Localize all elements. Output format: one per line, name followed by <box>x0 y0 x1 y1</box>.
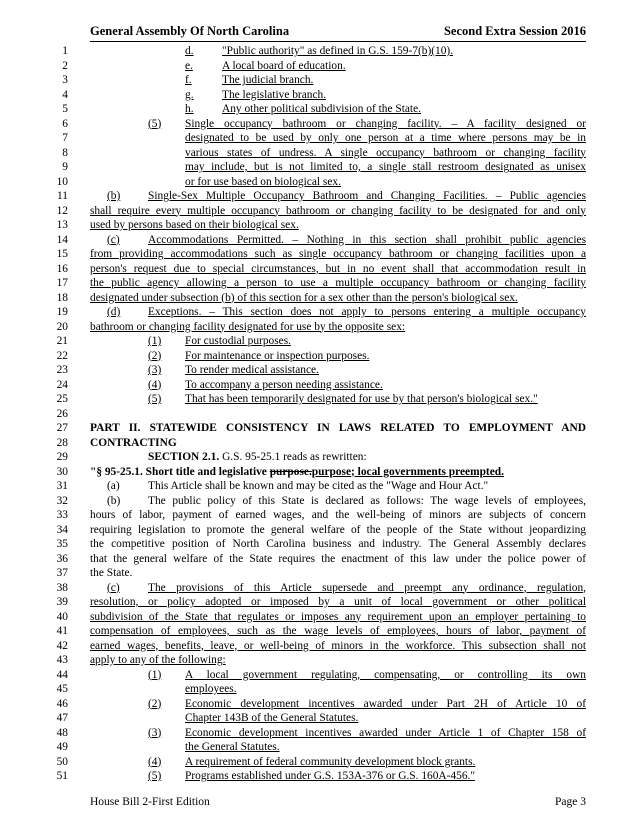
line-text: that the general welfare of the State requires the enactment of this law under the police power of <box>90 552 586 565</box>
line-number: 13 <box>56 219 68 231</box>
subdivision-label: (3) <box>148 364 162 376</box>
subdivision-label: (2) <box>148 697 162 710</box>
line-number: 31 <box>56 480 68 492</box>
line-text: For custodial purposes. <box>185 335 291 347</box>
line-number: 17 <box>56 277 68 289</box>
header-session: Second Extra Session 2016 <box>443 24 586 38</box>
struck-text: purpose. <box>269 465 312 478</box>
bill-line <box>0 639 640 654</box>
subdivision-label: h. <box>185 103 194 115</box>
bill-line <box>0 291 640 306</box>
subdivision-label: (4) <box>148 755 162 768</box>
line-text: Economic development incentives awarded under Part 2H of Article 10 of <box>185 697 586 710</box>
bill-line <box>0 131 640 146</box>
line-number: 48 <box>56 726 68 739</box>
subdivision-label: (a) <box>107 480 120 492</box>
bill-line <box>0 146 640 161</box>
bill-line <box>0 73 640 88</box>
line-number: 18 <box>56 291 68 304</box>
bill-line <box>0 697 640 712</box>
bill-line <box>0 88 640 103</box>
subdivision-label: (c) <box>107 581 120 594</box>
line-text: bathroom or changing facility designated for use by the opposite sex: <box>90 320 406 333</box>
bill-line <box>0 479 640 494</box>
line-text: used by persons based on their biological sex. <box>90 219 299 231</box>
inserted-text: purpose; local governments preempted. <box>311 465 504 478</box>
bill-line <box>0 465 640 480</box>
line-number: 44 <box>56 668 68 681</box>
subdivision-label: (d) <box>107 306 121 318</box>
line-number: 12 <box>56 204 68 217</box>
line-number: 16 <box>56 262 68 275</box>
line-text: from providing accommodations such as single occupancy bathroom or changing facilities upon a <box>90 248 586 260</box>
line-text: subdivision of the State that regulates or imposes any requirement upon an employer pertaining to <box>90 610 586 623</box>
line-text: may include, but is not limited to, a single stall restroom designated as unisex <box>185 161 586 173</box>
subdivision-label: (3) <box>148 726 162 739</box>
subdivision-label: (4) <box>148 378 162 391</box>
page-footer <box>90 796 586 812</box>
bill-line <box>0 508 640 523</box>
bill-line <box>0 218 640 233</box>
line-number: 5 <box>62 103 68 115</box>
line-text: apply to any of the following: <box>90 654 226 666</box>
section-label: SECTION 2.1. <box>148 451 220 463</box>
line-number: 26 <box>56 407 68 420</box>
bill-line <box>0 320 640 335</box>
line-number: 41 <box>56 625 68 637</box>
line-text: A local government regulating, compensating, or controlling its own <box>185 668 586 681</box>
bill-line <box>0 233 640 248</box>
line-number: 9 <box>62 161 68 173</box>
line-text: Chapter 143B of the General Statutes. <box>185 712 359 724</box>
bill-line <box>0 378 640 393</box>
line-number: 10 <box>56 175 68 188</box>
line-text: the public agency allowing a person to use a multiple occupancy bathroom or changing facility <box>90 277 586 289</box>
line-number: 27 <box>56 422 68 434</box>
bill-line <box>0 537 640 552</box>
line-number: 7 <box>62 132 68 144</box>
bill-line <box>0 175 640 190</box>
line-number: 37 <box>56 567 68 579</box>
bill-line <box>0 711 640 726</box>
line-number: 4 <box>62 88 68 101</box>
subdivision-label: e. <box>185 59 193 72</box>
line-number: 21 <box>56 335 68 347</box>
line-text: The legislative branch. <box>222 88 327 101</box>
line-number: 32 <box>56 494 68 507</box>
line-text: shall require every multiple occupancy bathroom or changing facility to be designated for and only <box>90 204 586 217</box>
line-number: 43 <box>56 654 68 666</box>
line-text: To accompany a person needing assistance. <box>185 378 383 391</box>
line-text: This Article shall be known and may be cited as the "Wage and Hour Act." <box>148 480 489 492</box>
bill-line <box>0 276 640 291</box>
line-number: 46 <box>56 697 68 710</box>
line-text: PART II. STATEWIDE CONSISTENCY IN LAWS RELATED TO EMPLOYMENT AND <box>90 422 586 434</box>
bill-line <box>0 740 640 755</box>
line-text: various states of undress. A single occupancy bathroom or changing facility <box>185 146 586 159</box>
line-text: the competitive position of North Carolina business and industry. The General Assembly declares <box>90 538 586 550</box>
line-number: 8 <box>62 146 68 159</box>
line-text: hours of labor, payment of earned wages, and the well-being of minors are subjects of concern <box>90 509 586 521</box>
line-number: 6 <box>62 117 68 130</box>
line-number: 33 <box>56 509 68 521</box>
bill-line <box>0 494 640 509</box>
bill-line <box>0 552 640 567</box>
line-number: 23 <box>56 364 68 376</box>
line-text: A local board of education. <box>222 59 346 72</box>
line-text: "§ 95-25.1. Short title and legislative purpose.purpose; local governments preempted. <box>90 465 504 478</box>
bill-line <box>0 421 640 436</box>
subdivision-label: (1) <box>148 335 162 347</box>
line-text: compensation of employees, such as the wage levels of employees, hours of labor, payment of <box>90 625 586 637</box>
line-text: designated to be used by only one person at a time where persons may be in <box>185 132 586 144</box>
line-number: 2 <box>62 59 68 72</box>
subdivision-label: d. <box>185 45 194 57</box>
line-text: The public policy of this State is declared as follows: The wage levels of employees, <box>148 494 586 507</box>
bill-line <box>0 117 640 132</box>
bill-line <box>0 247 640 262</box>
line-number: 36 <box>56 552 68 565</box>
subdivision-label: (5) <box>148 393 162 405</box>
line-text: A requirement of federal community development block grants. <box>185 755 476 768</box>
line-text: Programs established under G.S. 153A-376 or G.S. 160A-456." <box>185 770 476 782</box>
subdivision-label: (b) <box>107 494 121 507</box>
bill-line <box>0 305 640 320</box>
bill-line <box>0 204 640 219</box>
line-text: Any other political subdivision of the State. <box>222 103 421 115</box>
subdivision-label: (2) <box>148 349 162 362</box>
bill-line <box>0 102 640 117</box>
bill-line <box>0 450 640 465</box>
line-text: SECTION 2.1. G.S. 95-25.1 reads as rewritten: <box>148 451 367 463</box>
line-text: "Public authority" as defined in G.S. 159-7(b)(10). <box>222 45 454 57</box>
bill-line <box>0 682 640 697</box>
line-number: 35 <box>56 538 68 550</box>
footer-page: Page 3 <box>555 796 586 808</box>
line-text: For maintenance or inspection purposes. <box>185 349 370 362</box>
line-text: CONTRACTING <box>90 436 177 449</box>
line-number: 22 <box>56 349 68 362</box>
line-text: Single-Sex Multiple Occupancy Bathroom and Changing Facilities. – Public agencies <box>148 190 586 202</box>
line-number: 29 <box>56 451 68 463</box>
bill-line <box>0 407 640 422</box>
line-number: 51 <box>56 770 68 782</box>
line-text: employees. <box>185 683 237 695</box>
line-number: 11 <box>57 190 68 202</box>
line-number: 45 <box>56 683 68 695</box>
bill-line <box>0 523 640 538</box>
page-header <box>90 24 586 40</box>
header-assembly: General Assembly Of North Carolina <box>90 24 290 38</box>
line-number: 1 <box>62 45 68 57</box>
bill-line <box>0 755 640 770</box>
bill-line <box>0 595 640 610</box>
line-number: 28 <box>56 436 68 449</box>
bill-line <box>0 334 640 349</box>
bill-line <box>0 610 640 625</box>
line-number: 39 <box>56 596 68 608</box>
line-number: 38 <box>56 581 68 594</box>
subdivision-label: f. <box>185 74 192 86</box>
line-number: 15 <box>56 248 68 260</box>
line-number: 49 <box>56 741 68 753</box>
line-text: designated under subsection (b) of this section for a sex other than the person's biological sex. <box>90 291 518 304</box>
line-number: 40 <box>56 610 68 623</box>
line-text: The judicial branch. <box>222 74 314 86</box>
line-number: 47 <box>56 712 68 724</box>
line-number: 24 <box>56 378 68 391</box>
line-number: 30 <box>56 465 68 478</box>
subdivision-label: (5) <box>148 117 162 130</box>
bill-line <box>0 392 640 407</box>
line-number: 3 <box>62 74 68 86</box>
bill-line <box>0 59 640 74</box>
bill-line <box>0 363 640 378</box>
line-text: earned wages, benefits, leave, or well-being of minors in the workforce. This subsection shall not <box>90 639 586 652</box>
line-text: That has been temporarily designated for use by that person's biological sex." <box>185 393 538 405</box>
line-text: resolution, or policy adopted or imposed by a unit of local government or other political <box>90 596 586 608</box>
line-number: 42 <box>56 639 68 652</box>
bill-line <box>0 726 640 741</box>
subdivision-label: g. <box>185 88 194 101</box>
line-text: requiring legislation to promote the general welfare of the people of the State without jeopardizing <box>90 523 586 536</box>
line-text: Economic development incentives awarded under Article 1 of Chapter 158 of <box>185 726 586 739</box>
line-text: Exceptions. – This section does not apply to persons entering a multiple occupancy <box>148 306 586 318</box>
header-rule <box>90 41 586 42</box>
line-number: 14 <box>56 233 68 246</box>
bill-line <box>0 566 640 581</box>
line-text: person's request due to special circumstances, but in no event shall that accommodation result in <box>90 262 586 275</box>
bill-line <box>0 262 640 277</box>
line-number: 20 <box>56 320 68 333</box>
line-text: The provisions of this Article supersede and preempt any ordinance, regulation, <box>148 581 586 594</box>
bill-line <box>0 160 640 175</box>
footer-bill: House Bill 2-First Edition <box>90 796 210 808</box>
bill-line <box>0 581 640 596</box>
line-text: the General Statutes. <box>185 741 280 753</box>
bill-line <box>0 769 640 784</box>
bill-line <box>0 189 640 204</box>
bill-line <box>0 44 640 59</box>
line-number: 25 <box>56 393 68 405</box>
bill-line <box>0 668 640 683</box>
line-text: the State. <box>90 567 133 579</box>
line-number: 34 <box>56 523 68 536</box>
line-number: 19 <box>56 306 68 318</box>
bill-line <box>0 349 640 364</box>
subdivision-label: (c) <box>107 233 120 246</box>
subdivision-label: (1) <box>148 668 162 681</box>
line-text: Accommodations Permitted. – Nothing in this section shall prohibit public agencies <box>148 233 586 246</box>
line-text: To render medical assistance. <box>185 364 319 376</box>
bill-line <box>0 436 640 451</box>
bill-line <box>0 653 640 668</box>
bill-line <box>0 624 640 639</box>
subdivision-label: (5) <box>148 770 162 782</box>
subdivision-label: (b) <box>107 190 121 202</box>
line-text: Single occupancy bathroom or changing facility. – A facility designed or <box>185 117 586 130</box>
line-number: 50 <box>56 755 68 768</box>
line-text: or for use based on biological sex. <box>185 175 341 188</box>
